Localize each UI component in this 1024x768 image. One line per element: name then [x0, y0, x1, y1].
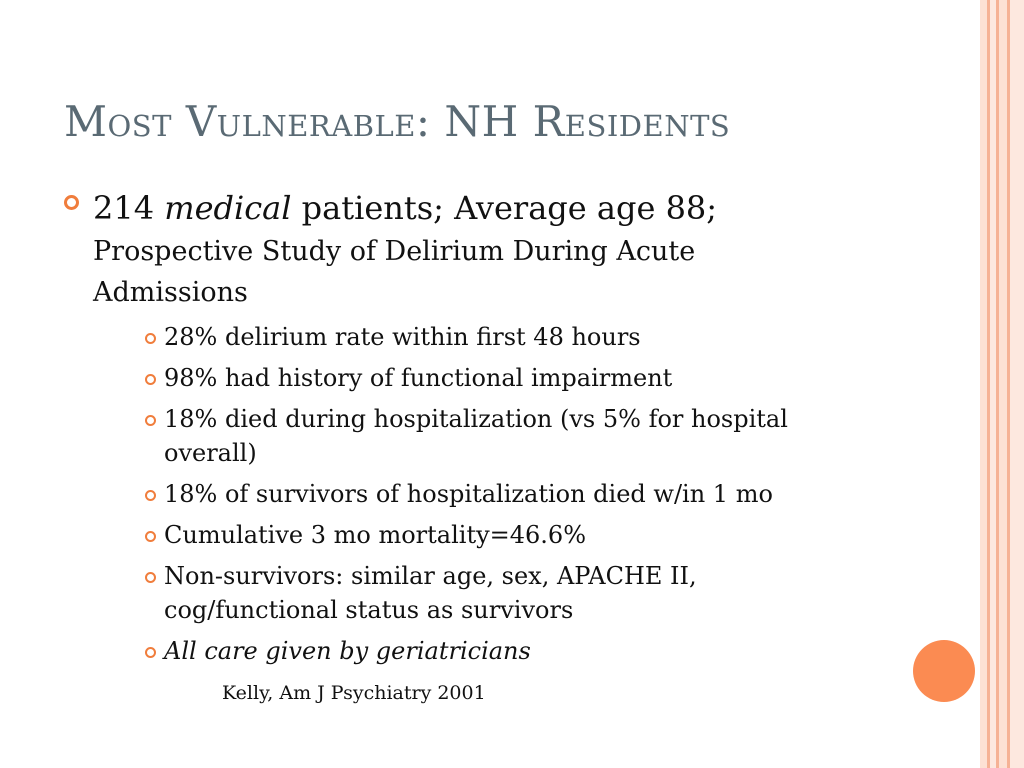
sub-bullet-text: 18% died during hospitalization (vs 5% for hospital — [164, 405, 788, 433]
bullet-ring-icon — [145, 647, 156, 658]
main-bullet-line-3: Admissions — [93, 277, 248, 308]
main-bullet-rest: patients; Average age 88; — [301, 189, 718, 227]
slide-title: Most Vulnerable: NH Residents — [64, 97, 731, 146]
patient-count: 214 — [93, 189, 155, 227]
bullet-ring-icon — [64, 195, 79, 210]
sub-bullet — [145, 402, 865, 470]
main-bullet-list — [64, 185, 884, 313]
bullet-ring-icon — [145, 490, 156, 501]
sub-bullet — [145, 477, 865, 511]
patient-qualifier: medical — [164, 189, 292, 227]
border-strip-light-3 — [1010, 0, 1024, 768]
sub-bullet-text: All care given by geriatricians — [164, 637, 531, 665]
main-bullet-line-2: Prospective Study of Delirium During Acute — [93, 236, 696, 267]
sub-bullet-text: 98% had history of functional impairment — [164, 364, 673, 392]
sub-bullet — [145, 634, 865, 668]
sub-bullet-text: 28% delirium rate within first 48 hours — [164, 323, 641, 351]
bullet-ring-icon — [145, 333, 156, 344]
main-bullet — [64, 185, 884, 313]
main-bullet-line-1 — [93, 185, 884, 231]
sub-bullet-continuation: overall) — [164, 439, 257, 467]
sub-bullet-text: Non-survivors: similar age, sex, APACHE II, — [164, 562, 697, 590]
bullet-ring-icon — [145, 374, 156, 385]
bullet-ring-icon — [145, 415, 156, 426]
sub-bullet — [145, 518, 865, 552]
decorative-orange-circle — [913, 640, 975, 702]
bullet-ring-icon — [145, 572, 156, 583]
sub-bullet-continuation: cog/functional status as survivors — [164, 596, 574, 624]
sub-bullet — [145, 361, 865, 395]
sub-bullet-list — [145, 320, 865, 675]
sub-bullet — [145, 559, 865, 627]
citation: Kelly, Am J Psychiatry 2001 — [222, 682, 486, 704]
sub-bullet — [145, 320, 865, 354]
border-strip-light-2 — [999, 0, 1007, 768]
bullet-ring-icon — [145, 531, 156, 542]
border-strip-outer-light — [980, 0, 987, 768]
sub-bullet-text: 18% of survivors of hospitalization died w/in 1 mo — [164, 480, 773, 508]
sub-bullet-text: Cumulative 3 mo mortality=46.6% — [164, 521, 587, 549]
